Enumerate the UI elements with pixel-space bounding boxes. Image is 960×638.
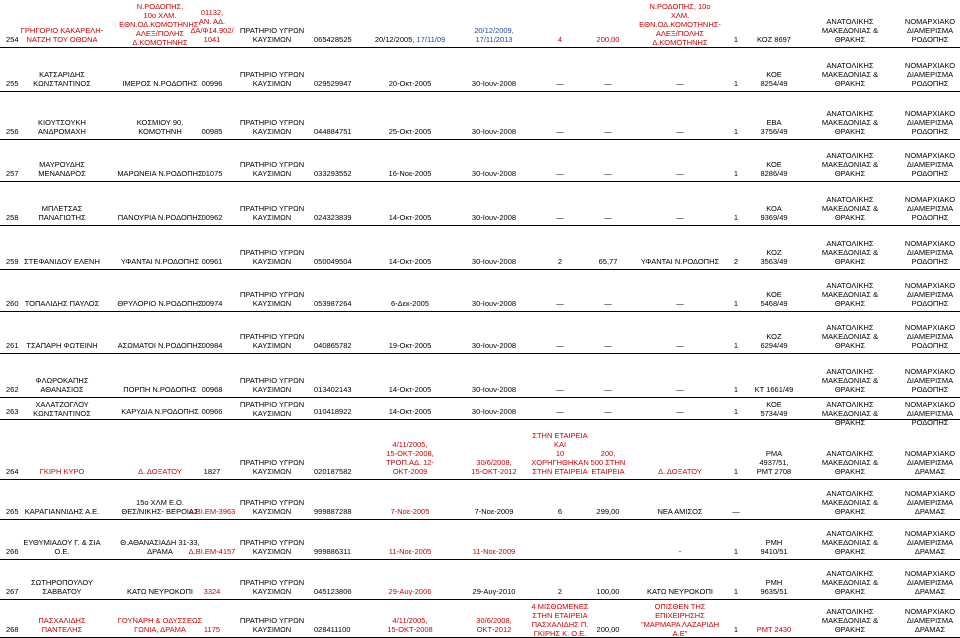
cell-ref: ΕΒΑ 3756/49 xyxy=(760,118,788,136)
cell-name: ΓΡΗΓΟΡΙΟ ΚΑΚΑΡΕΛΗ- ΝΑΤΖΗ ΤΟΥ ΟΘΩΝΑ xyxy=(20,26,104,44)
cell-date2: 7-Νοε-2009 xyxy=(474,507,514,516)
cell-addr2: ΚΑΤΩ ΝΕΥΡΟΚΟΠΙ xyxy=(647,587,713,596)
cell-type: ΠΡΑΤΗΡΙΟ ΥΓΡΩΝ ΚΑΥΣΙΜΩΝ xyxy=(239,578,305,596)
cell-prefecture: ΝΟΜΑΡΧΙΑΚΟ ΔΙΑΜΕΡΙΣΜΑ ΔΡΑΜΑΣ xyxy=(904,529,956,556)
cell-n2: — xyxy=(732,507,740,516)
cell-date1: 16-Νοε-2005 xyxy=(388,169,432,178)
cell-afm: 040865782 xyxy=(314,341,352,350)
cell-afm: 050049504 xyxy=(314,257,352,266)
cell-afm: 999887288 xyxy=(314,507,352,516)
cell-type: ΠΡΑΤΗΡΙΟ ΥΓΡΩΝ ΚΑΥΣΙΜΩΝ xyxy=(239,160,305,178)
cell-code: Δ.ΒΙ.ΕΜ-3963 xyxy=(188,507,236,516)
cell-address: Θ.ΑΘΑΝΑΣΙΑΔΗ 31-33, ΔΡΑΜΑ xyxy=(120,538,200,556)
cell-ref: ΚΟΕ 5468/49 xyxy=(760,290,788,308)
cell-no: 264 xyxy=(6,467,19,476)
cell-addr2: ΥΦΑΝΤΑΙ Ν.ΡΟΔΟΠΗΣ xyxy=(640,257,720,266)
cell-prefecture: ΝΟΜΑΡΧΙΑΚΟ ΔΙΑΜΕΡΙΣΜΑ ΡΟΔΟΠΗΣ xyxy=(904,151,956,178)
cell-addr2: ΟΠΙΣΘΕΝ ΤΗΣ ΕΠΙΧΕΙΡΗΣΗΣ "ΜΑΡΜΑΡΑ ΛΑΖΑΡΙΔΗ Α.Ε" xyxy=(641,602,719,638)
cell-address: ΜΑΡΩΝΕΙΑ Ν.ΡΟΔΟΠΗΣ xyxy=(117,169,203,178)
cell-code: 00962 xyxy=(201,213,223,222)
cell-type: ΠΡΑΤΗΡΙΟ ΥΓΡΩΝ ΚΑΥΣΙΜΩΝ xyxy=(239,332,305,350)
cell-address: ΚΟΣΜΙΟΥ 90, ΚΟΜΟΤΗΝΗ xyxy=(136,118,184,136)
cell-type: ΠΡΑΤΗΡΙΟ ΥΓΡΩΝ ΚΑΥΣΙΜΩΝ xyxy=(239,248,305,266)
table-row xyxy=(0,354,960,398)
cell-ref: ΚΟΕ 5734/49 xyxy=(760,400,788,418)
cell-date2: 30-Ιουν-2008 xyxy=(471,385,517,394)
cell-code: 1827 xyxy=(203,467,221,476)
cell-amount: — xyxy=(604,341,612,350)
cell-name: ΦΛΩΡΟΚΑΠΗΣ ΑΘΑΝΑΣΙΟΣ xyxy=(35,376,89,394)
table-row xyxy=(0,270,960,312)
cell-afm: 045123806 xyxy=(314,587,352,596)
cell-region: ΑΝΑΤΟΛΙΚΗΣ ΜΑΚΕΔΟΝΙΑΣ & ΘΡΑΚΗΣ xyxy=(821,529,879,556)
table-row xyxy=(0,48,960,92)
cell-address: ΑΣΩΜΑΤΟΙ Ν.ΡΟΔΟΠΗΣ xyxy=(117,341,203,350)
cell-afm: 044884751 xyxy=(314,127,352,136)
cell-type: ΠΡΑΤΗΡΙΟ ΥΓΡΩΝ ΚΑΥΣΙΜΩΝ xyxy=(239,376,305,394)
cell-prefecture: ΝΟΜΑΡΧΙΑΚΟ ΔΙΑΜΕΡΙΣΜΑ ΔΡΑΜΑΣ xyxy=(904,449,956,476)
cell-name: ΚΑΤΣΑΡΙΔΗΣ ΚΩΝΣΤΑΝΤΙΝΟΣ xyxy=(33,70,91,88)
cell-date1: 25-Οκτ-2005 xyxy=(388,127,432,136)
cell-type: ΠΡΑΤΗΡΙΟ ΥΓΡΩΝ ΚΑΥΣΙΜΩΝ xyxy=(239,616,305,634)
cell-n2: 1 xyxy=(733,35,739,44)
cell-address: ΓΟΥΝΑΡΗ & ΟΔΥΣΣΕΩΣ ΓΩΝΙΑ, ΔΡΑΜΑ xyxy=(117,616,203,634)
cell-region: ΑΝΑΤΟΛΙΚΗΣ ΜΑΚΕΔΟΝΙΑΣ & ΘΡΑΚΗΣ xyxy=(821,61,879,88)
cell-date2: 30/6/2008, ΟΚΤ-2012 xyxy=(476,616,512,634)
cell-ref: ΡΜΗ 9635/51 xyxy=(760,578,788,596)
cell-type: ΠΡΑΤΗΡΙΟ ΥΓΡΩΝ ΚΑΥΣΙΜΩΝ xyxy=(239,400,305,418)
cell-amount: 200,00 xyxy=(596,35,620,44)
cell-ref: ΚΟΕ 8286/49 xyxy=(760,160,788,178)
cell-n2: 1 xyxy=(733,407,739,416)
cell-region: ΑΝΑΤΟΛΙΚΗΣ ΜΑΚΕΔΟΝΙΑΣ & ΘΡΑΚΗΣ xyxy=(821,607,879,634)
table-row xyxy=(0,92,960,140)
cell-ref: ΡΜΤ 2430 xyxy=(756,625,792,634)
cell-n1: — xyxy=(556,213,564,222)
cell-region: ΑΝΑΤΟΛΙΚΗΣ ΜΑΚΕΔΟΝΙΑΣ & ΘΡΑΚΗΣ xyxy=(821,323,879,350)
table-row xyxy=(0,182,960,226)
cell-n1: — xyxy=(556,385,564,394)
cell-ref: ΚΟΑ 9369/49 xyxy=(760,204,788,222)
cell-n1: 2 xyxy=(557,587,563,596)
cell-address: ΥΦΑΝΤΑΙ Ν.ΡΟΔΟΠΗΣ xyxy=(120,257,200,266)
cell-type: ΠΡΑΤΗΡΙΟ ΥΓΡΩΝ ΚΑΥΣΙΜΩΝ xyxy=(239,70,305,88)
cell-date2: 29-Αυγ-2010 xyxy=(472,587,516,596)
cell-addr2: Ν.ΡΟΔΟΠΗΣ, 10ο ΧΛΜ. ΕΘΝ.ΟΔ.ΚΟΜΟΤΗΝΗΣ- ΑΛΕΞ/ΠΟΛΗΣ Δ.ΚΟΜΟΤΗΝΗΣ xyxy=(639,2,721,47)
cell-region: ΑΝΑΤΟΛΙΚΗΣ ΜΑΚΕΔΟΝΙΑΣ & ΘΡΑΚΗΣ xyxy=(821,109,879,136)
cell-n1: ΣΤΗΝ ΕΤΑΙΡΕΙΑ ΚΑΙ 10 ΧΟΡΗΓΗΘΗΚΑΝ ΣΤΗΝ ΕΤΑΙΡΕΙΑ xyxy=(531,431,589,476)
cell-n2: 1 xyxy=(733,213,739,222)
cell-date2: 30-Ιουν-2008 xyxy=(471,299,517,308)
cell-afm: 028411100 xyxy=(314,625,351,634)
table-row xyxy=(0,312,960,354)
cell-code: 00974 xyxy=(201,299,223,308)
cell-type: ΠΡΑΤΗΡΙΟ ΥΓΡΩΝ ΚΑΥΣΙΜΩΝ xyxy=(239,26,305,44)
cell-date2: 30-Ιουν-2008 xyxy=(471,407,517,416)
cell-no: 267 xyxy=(6,587,19,596)
table-row xyxy=(0,480,960,520)
cell-code: 00968 xyxy=(201,385,223,394)
cell-afm: 013402143 xyxy=(314,385,352,394)
cell-n2: 1 xyxy=(733,625,739,634)
cell-n1: — xyxy=(556,79,564,88)
cell-name: ΕΥΘΥΜΙΑΔΟΥ Γ. & ΣΙΑ Ο.Ε. xyxy=(23,538,101,556)
cell-ref: ΚΟΖ 3563/49 xyxy=(760,248,788,266)
cell-n2: 1 xyxy=(733,385,739,394)
cell-n2: 1 xyxy=(733,547,739,556)
cell-code: 00966 xyxy=(201,407,223,416)
cell-region: ΑΝΑΤΟΛΙΚΗΣ ΜΑΚΕΔΟΝΙΑΣ & ΘΡΑΚΗΣ xyxy=(821,367,879,394)
cell-n1: — xyxy=(556,299,564,308)
cell-no: 256 xyxy=(6,127,19,136)
cell-n1: 2 xyxy=(557,257,563,266)
cell-date2: 30-Ιουν-2008 xyxy=(471,257,517,266)
cell-amount: — xyxy=(604,169,612,178)
cell-n1: — xyxy=(556,407,564,416)
cell-name: ΤΣΑΠΑΡΗ ΦΩΤΕΙΝΗ xyxy=(26,341,98,350)
cell-type: ΠΡΑΤΗΡΙΟ ΥΓΡΩΝ ΚΑΥΣΙΜΩΝ xyxy=(239,538,305,556)
cell-amount: 200, 500 ΣΤΗΝ ΕΤΑΙΡΕΙΑ xyxy=(590,449,626,476)
cell-no: 255 xyxy=(6,79,19,88)
table-row xyxy=(0,0,960,48)
cell-prefecture: ΝΟΜΑΡΧΙΑΚΟ ΔΙΑΜΕΡΙΣΜΑ ΔΡΑΜΑΣ xyxy=(904,569,956,596)
cell-addr2: — xyxy=(676,127,684,136)
cell-region: ΑΝΑΤΟΛΙΚΗΣ ΜΑΚΕΔΟΝΙΑΣ & ΘΡΑΚΗΣ xyxy=(821,239,879,266)
cell-amount: 299,00 xyxy=(596,507,620,516)
cell-date2: 11-Νοε-2009 xyxy=(472,547,516,556)
cell-prefecture: ΝΟΜΑΡΧΙΑΚΟ ΔΙΑΜΕΡΙΣΜΑ ΡΟΔΟΠΗΣ xyxy=(904,109,956,136)
cell-date1: 20-Οκτ-2005 xyxy=(388,79,432,88)
cell-addr2: Δ. ΔΟΞΑΤΟΥ xyxy=(658,467,702,476)
cell-name: ΣΤΕΦΑΝΙΔΟΥ ΕΛΕΝΗ xyxy=(24,257,100,266)
cell-address: Ν.ΡΟΔΟΠΗΣ, 10ο ΧΛΜ. ΕΘΝ.ΟΔ.ΚΟΜΟΤΗΝΗΣ- ΑΛΕΞ/ΠΟΛΗΣ Δ.ΚΟΜΟΤΗΝΗΣ xyxy=(119,2,201,47)
cell-no: 260 xyxy=(6,299,19,308)
cell-n2: 1 xyxy=(733,169,739,178)
cell-name: ΚΙΟΥΤΣΟΥΚΗ ΑΝΔΡΟΜΑΧΗ xyxy=(38,118,86,136)
cell-address: ΠΟΡΠΗ Ν.ΡΟΔΟΠΗΣ xyxy=(123,385,197,394)
cell-name: ΜΑΥΡΟΥΔΗΣ ΜΕΝΑΝΔΡΟΣ xyxy=(38,160,86,178)
cell-amount: — xyxy=(604,299,612,308)
cell-date1: 4/11/2005, 15-ΟΚΤ-2008 xyxy=(387,616,433,634)
cell-region: ΑΝΑΤΟΛΙΚΗΣ ΜΑΚΕΔΟΝΙΑΣ & ΘΡΑΚΗΣ xyxy=(821,17,879,44)
cell-prefecture: ΝΟΜΑΡΧΙΑΚΟ ΔΙΑΜΕΡΙΣΜΑ ΡΟΔΟΠΗΣ xyxy=(904,195,956,222)
cell-region: ΑΝΑΤΟΛΙΚΗΣ ΜΑΚΕΔΟΝΙΑΣ & ΘΡΑΚΗΣ xyxy=(821,281,879,308)
cell-date1: 14-Οκτ-2005 xyxy=(388,407,432,416)
cell-date1: 14-Οκτ-2005 xyxy=(388,385,432,394)
cell-region: ΑΝΑΤΟΛΙΚΗΣ ΜΑΚΕΔΟΝΙΑΣ & ΘΡΑΚΗΣ xyxy=(821,449,879,476)
cell-afm: 033293552 xyxy=(314,169,352,178)
cell-code: 01132, ΑΝ. ΑΔ. ΔΑ/Φ14.902/ 1041 xyxy=(190,8,234,44)
cell-afm: 010418922 xyxy=(314,407,352,416)
cell-name: ΧΑΛΑΤΖΟΓΛΟΥ ΚΩΝΣΤΑΝΤΙΝΟΣ xyxy=(33,400,91,418)
cell-prefecture: ΝΟΜΑΡΧΙΑΚΟ ΔΙΑΜΕΡΙΣΜΑ ΡΟΔΟΠΗΣ xyxy=(904,17,956,44)
cell-address: ΘΡΥΛΟΡΙΟ Ν.ΡΟΔΟΠΗΣ xyxy=(117,299,203,308)
cell-date2: 30-Ιουν-2008 xyxy=(471,341,517,350)
cell-n2: 1 xyxy=(733,341,739,350)
cell-n2: 2 xyxy=(733,257,739,266)
cell-afm: 065428525 xyxy=(314,35,352,44)
cell-date2: 30-Ιουν-2008 xyxy=(471,213,517,222)
cell-amount: 65,77 xyxy=(598,257,618,266)
cell-addr2: — xyxy=(676,299,684,308)
cell-afm: 999886311 xyxy=(314,547,351,556)
cell-address: ΙΜΕΡΟΣ Ν.ΡΟΔΟΠΗΣ xyxy=(122,79,198,88)
cell-amount: 100,00 xyxy=(596,587,620,596)
cell-address: ΠΑΝΟΥΡΙΑ Ν.ΡΟΔΟΠΗΣ xyxy=(117,213,203,222)
cell-region: ΑΝΑΤΟΛΙΚΗΣ ΜΑΚΕΔΟΝΙΑΣ & ΘΡΑΚΗΣ xyxy=(821,569,879,596)
cell-type: ΠΡΑΤΗΡΙΟ ΥΓΡΩΝ ΚΑΥΣΙΜΩΝ xyxy=(239,498,305,516)
cell-amount: — xyxy=(604,127,612,136)
cell-n2: 1 xyxy=(733,467,739,476)
cell-n1: 4 xyxy=(557,35,563,44)
cell-ref: ΚΟΖ 8697 xyxy=(757,35,791,44)
cell-ref: ΚΤ 1661/49 xyxy=(754,385,794,394)
cell-n1: — xyxy=(556,127,564,136)
cell-ref: ΚΟΕ 8254/49 xyxy=(760,70,788,88)
cell-name: ΚΑΡΑΓΙΑΝΝΙΔΗΣ Α.Ε. xyxy=(24,507,100,516)
cell-amount: — xyxy=(604,385,612,394)
cell-name: ΓΚΙΡΗ ΚΥΡΟ xyxy=(39,467,85,476)
cell-type: ΠΡΑΤΗΡΙΟ ΥΓΡΩΝ ΚΑΥΣΙΜΩΝ xyxy=(239,204,305,222)
cell-prefecture: ΝΟΜΑΡΧΙΑΚΟ ΔΙΑΜΕΡΙΣΜΑ ΡΟΔΟΠΗΣ xyxy=(904,323,956,350)
cell-type: ΠΡΑΤΗΡΙΟ ΥΓΡΩΝ ΚΑΥΣΙΜΩΝ xyxy=(239,290,305,308)
cell-prefecture: ΝΟΜΑΡΧΙΑΚΟ ΔΙΑΜΕΡΙΣΜΑ ΔΡΑΜΑΣ xyxy=(904,607,956,634)
cell-name: ΤΟΠΑΛΙΔΗΣ ΠΑΥΛΟΣ xyxy=(24,299,100,308)
cell-date1: 4/11/2005, 15-ΟΚΤ-2008, ΤΡΟΠ.ΑΔ. 12- ΟΚΤ-2009 xyxy=(386,440,434,476)
cell-code: 00984 xyxy=(201,341,223,350)
cell-address: Δ. ΔΟΞΑΤΟΥ xyxy=(138,467,182,476)
cell-date2: 30-Ιουν-2008 xyxy=(471,169,517,178)
cell-addr2: — xyxy=(676,385,684,394)
cell-amount: — xyxy=(604,79,612,88)
cell-region: ΑΝΑΤΟΛΙΚΗΣ ΜΑΚΕΔΟΝΙΑΣ & ΘΡΑΚΗΣ xyxy=(821,400,879,427)
table-row xyxy=(0,140,960,182)
cell-address: 15ο ΧΛΜ Ε.Ο. ΘΕΣ/ΝΙΚΗΣ- ΒΕΡΟΙΑΣ xyxy=(121,498,199,516)
cell-amount: 200,00 xyxy=(596,625,620,634)
cell-addr2: ΝΕΑ ΑΜΙΣΟΣ xyxy=(657,507,703,516)
cell-no: 265 xyxy=(6,507,19,516)
table-row xyxy=(0,420,960,480)
table-row xyxy=(0,560,960,600)
cell-code: 1175 xyxy=(203,625,221,634)
cell-n1: — xyxy=(556,169,564,178)
cell-afm: 020187582 xyxy=(314,467,352,476)
cell-addr2: — xyxy=(676,407,684,416)
table-row xyxy=(0,520,960,560)
cell-date2: 20/12/2009, 17/11/2013 xyxy=(474,26,514,44)
table-row xyxy=(0,600,960,638)
cell-prefecture: ΝΟΜΑΡΧΙΑΚΟ ΔΙΑΜΕΡΙΣΜΑ ΡΟΔΟΠΗΣ xyxy=(904,239,956,266)
cell-n1: 4 ΜΙΣΘΩΜΕΝΕΣ ΣΤΗΝ ΕΤΑΙΡΕΙΑ ΠΑΣΧΑΛΙΔΗΣ Π. ΓΚΙΡΗΣ Κ. Ο.Ε. xyxy=(531,602,589,638)
cell-code: 00996 xyxy=(201,79,223,88)
cell-prefecture: ΝΟΜΑΡΧΙΑΚΟ ΔΙΑΜΕΡΙΣΜΑ ΡΟΔΟΠΗΣ xyxy=(904,367,956,394)
cell-prefecture: ΝΟΜΑΡΧΙΑΚΟ ΔΙΑΜΕΡΙΣΜΑ ΡΟΔΟΠΗΣ xyxy=(904,61,956,88)
cell-ref: ΡΜΑ 4937/51, ΡΜΤ 2708 xyxy=(756,449,792,476)
cell-n2: 1 xyxy=(733,299,739,308)
cell-no: 258 xyxy=(6,213,19,222)
cell-prefecture: ΝΟΜΑΡΧΙΑΚΟ ΔΙΑΜΕΡΙΣΜΑ ΡΟΔΟΠΗΣ xyxy=(904,400,956,427)
cell-n1: — xyxy=(556,341,564,350)
cell-name: ΜΠΛΕΤΣΑΣ ΠΑΝΑΓΙΩΤΗΣ xyxy=(38,204,86,222)
cell-date1: 14-Οκτ-2005 xyxy=(388,257,432,266)
cell-addr2: - xyxy=(678,547,682,556)
cell-no: 257 xyxy=(6,169,19,178)
cell-amount: — xyxy=(604,213,612,222)
cell-prefecture: ΝΟΜΑΡΧΙΑΚΟ ΔΙΑΜΕΡΙΣΜΑ ΡΟΔΟΠΗΣ xyxy=(904,281,956,308)
cell-date1: 7-Νοε-2005 xyxy=(390,507,430,516)
cell-addr2: — xyxy=(676,341,684,350)
cell-code: 01075 xyxy=(201,169,223,178)
cell-date1: 14-Οκτ-2005 xyxy=(388,213,432,222)
cell-date1: 11-Νοε-2005 xyxy=(388,547,432,556)
cell-n1: 6 xyxy=(557,507,563,516)
cell-no: 261 xyxy=(6,341,19,350)
cell-type: ΠΡΑΤΗΡΙΟ ΥΓΡΩΝ ΚΑΥΣΙΜΩΝ xyxy=(239,118,305,136)
cell-code: 00961 xyxy=(201,257,223,266)
cell-amount: — xyxy=(604,407,612,416)
cell-no: 263 xyxy=(6,407,19,416)
cell-region: ΑΝΑΤΟΛΙΚΗΣ ΜΑΚΕΔΟΝΙΑΣ & ΘΡΑΚΗΣ xyxy=(821,151,879,178)
cell-date2: 30/6/2008, 15-ΟΚΤ-2012 xyxy=(471,458,517,476)
cell-address: ΚΑΤΩ ΝΕΥΡΟΚΟΠΙ xyxy=(127,587,193,596)
cell-addr2: — xyxy=(676,213,684,222)
cell-type: ΠΡΑΤΗΡΙΟ ΥΓΡΩΝ ΚΑΥΣΙΜΩΝ xyxy=(239,458,305,476)
table-row xyxy=(0,226,960,270)
cell-no: 254 xyxy=(6,35,19,44)
cell-region: ΑΝΑΤΟΛΙΚΗΣ ΜΑΚΕΔΟΝΙΑΣ & ΘΡΑΚΗΣ xyxy=(821,195,879,222)
cell-date1: 29-Αυγ-2006 xyxy=(388,587,432,596)
cell-n2: 1 xyxy=(733,79,739,88)
cell-afm: 024323839 xyxy=(314,213,352,222)
cell-ref: ΡΜΗ 9410/51 xyxy=(760,538,788,556)
cell-date2: 30-Ιουν-2008 xyxy=(471,79,517,88)
cell-date1: 20/12/2005, 17/11/09 xyxy=(374,35,446,44)
cell-no: 266 xyxy=(6,547,19,556)
cell-prefecture: ΝΟΜΑΡΧΙΑΚΟ ΔΙΑΜΕΡΙΣΜΑ ΔΡΑΜΑΣ xyxy=(904,489,956,516)
cell-ref: ΚΟΖ 6294/49 xyxy=(760,332,788,350)
table-row xyxy=(0,398,960,427)
cell-date1: 6-Δεκ-2005 xyxy=(391,299,429,308)
cell-region: ΑΝΑΤΟΛΙΚΗΣ ΜΑΚΕΔΟΝΙΑΣ & ΘΡΑΚΗΣ xyxy=(821,489,879,516)
cell-code: Δ.ΒΙ.ΕΜ-4157 xyxy=(188,547,236,556)
cell-no: 259 xyxy=(6,257,19,266)
cell-code: 3324 xyxy=(203,587,221,596)
cell-no: 262 xyxy=(6,385,19,394)
cell-name: ΠΑΣΧΑΛΙΔΗΣ ΠΑΝΤΕΛΗΣ xyxy=(38,616,86,634)
cell-n2: 1 xyxy=(733,587,739,596)
cell-date2: 30-Ιουν-2008 xyxy=(471,127,517,136)
cell-afm: 053987264 xyxy=(314,299,352,308)
cell-addr2: — xyxy=(676,169,684,178)
cell-date1: 19-Οκτ-2005 xyxy=(388,341,432,350)
cell-address: ΚΑΡΥΔΙΑ Ν.ΡΟΔΟΠΗΣ xyxy=(121,407,199,416)
cell-n2: 1 xyxy=(733,127,739,136)
cell-no: 268 xyxy=(6,625,19,634)
cell-addr2: — xyxy=(676,79,684,88)
cell-code: 00985 xyxy=(201,127,223,136)
cell-name: ΣΩΤΗΡΟΠΟΥΛΟΥ ΣΑΒΒΑΤΟΥ xyxy=(31,578,93,596)
cell-afm: 029529947 xyxy=(314,79,352,88)
